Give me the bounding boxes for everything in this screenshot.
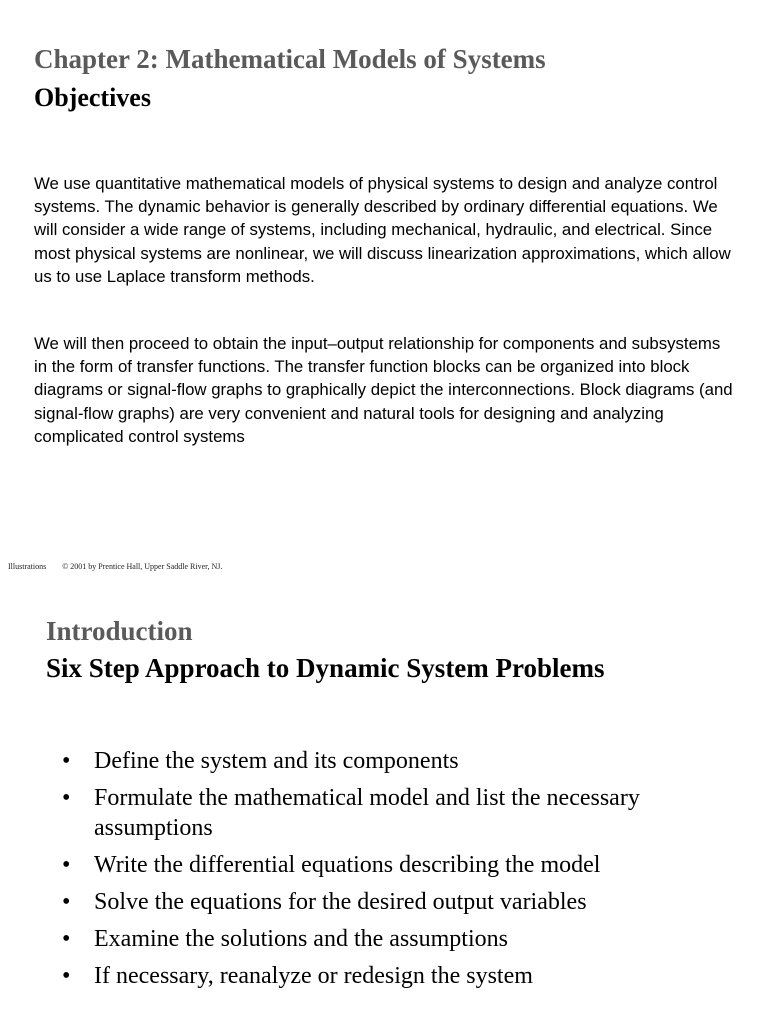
six-step-heading: Six Step Approach to Dynamic System Problems (46, 653, 605, 683)
footer-label: Illustrations (8, 562, 47, 571)
chapter-title: Chapter 2: Mathematical Models of Systems (34, 44, 546, 74)
list-item-text: If necessary, reanalyze or redesign the system (94, 963, 533, 989)
bullet-icon: • (62, 785, 71, 811)
list-item-text: Define the system and its components (94, 748, 459, 774)
list-item-text: Examine the solutions and the assumptions (94, 926, 508, 952)
list-item (62, 924, 702, 954)
footer-copyright: © 2001 by Prentice Hall, Upper Saddle River, NJ. (62, 562, 223, 571)
bullet-icon: • (62, 748, 71, 774)
bullet-icon: • (62, 889, 71, 915)
list-item (62, 746, 702, 776)
bullet-icon: • (62, 926, 71, 952)
step-list (62, 746, 702, 998)
objectives-paragraph-2: We will then proceed to obtain the input–output relationship for components and subsystems in the form of transfer functions. The transfer function blocks can be organized into block diagrams or signal-flow graphs to graphically depict the interconnections. Block diagrams (and signal-flow graphs) are very convenient and natural tools for designing and analyzing complicated control systems (34, 334, 733, 446)
list-item (62, 783, 702, 843)
slide-footer (8, 562, 222, 571)
objectives-heading: Objectives (34, 83, 151, 112)
list-item-text: Write the differential equations describing the model (94, 852, 601, 878)
bullet-icon: • (62, 852, 71, 878)
list-item (62, 850, 702, 880)
bullet-icon: • (62, 963, 71, 989)
list-item-text: Formulate the mathematical model and list the necessary assumptions (94, 785, 640, 841)
list-item (62, 887, 702, 917)
objectives-paragraph-1: We use quantitative mathematical models of physical systems to design and analyze control systems. The dynamic behavior is generally described by ordinary differential equations. We will consider a wide range of systems, including mechanical, hydraulic, and electrical. Since most physical systems are nonlinear, we will discuss linearization approximations, which allow us to use Laplace transform methods. (34, 174, 731, 286)
list-item-text: Solve the equations for the desired output variables (94, 889, 587, 915)
introduction-title: Introduction (46, 616, 193, 646)
list-item (62, 961, 702, 991)
